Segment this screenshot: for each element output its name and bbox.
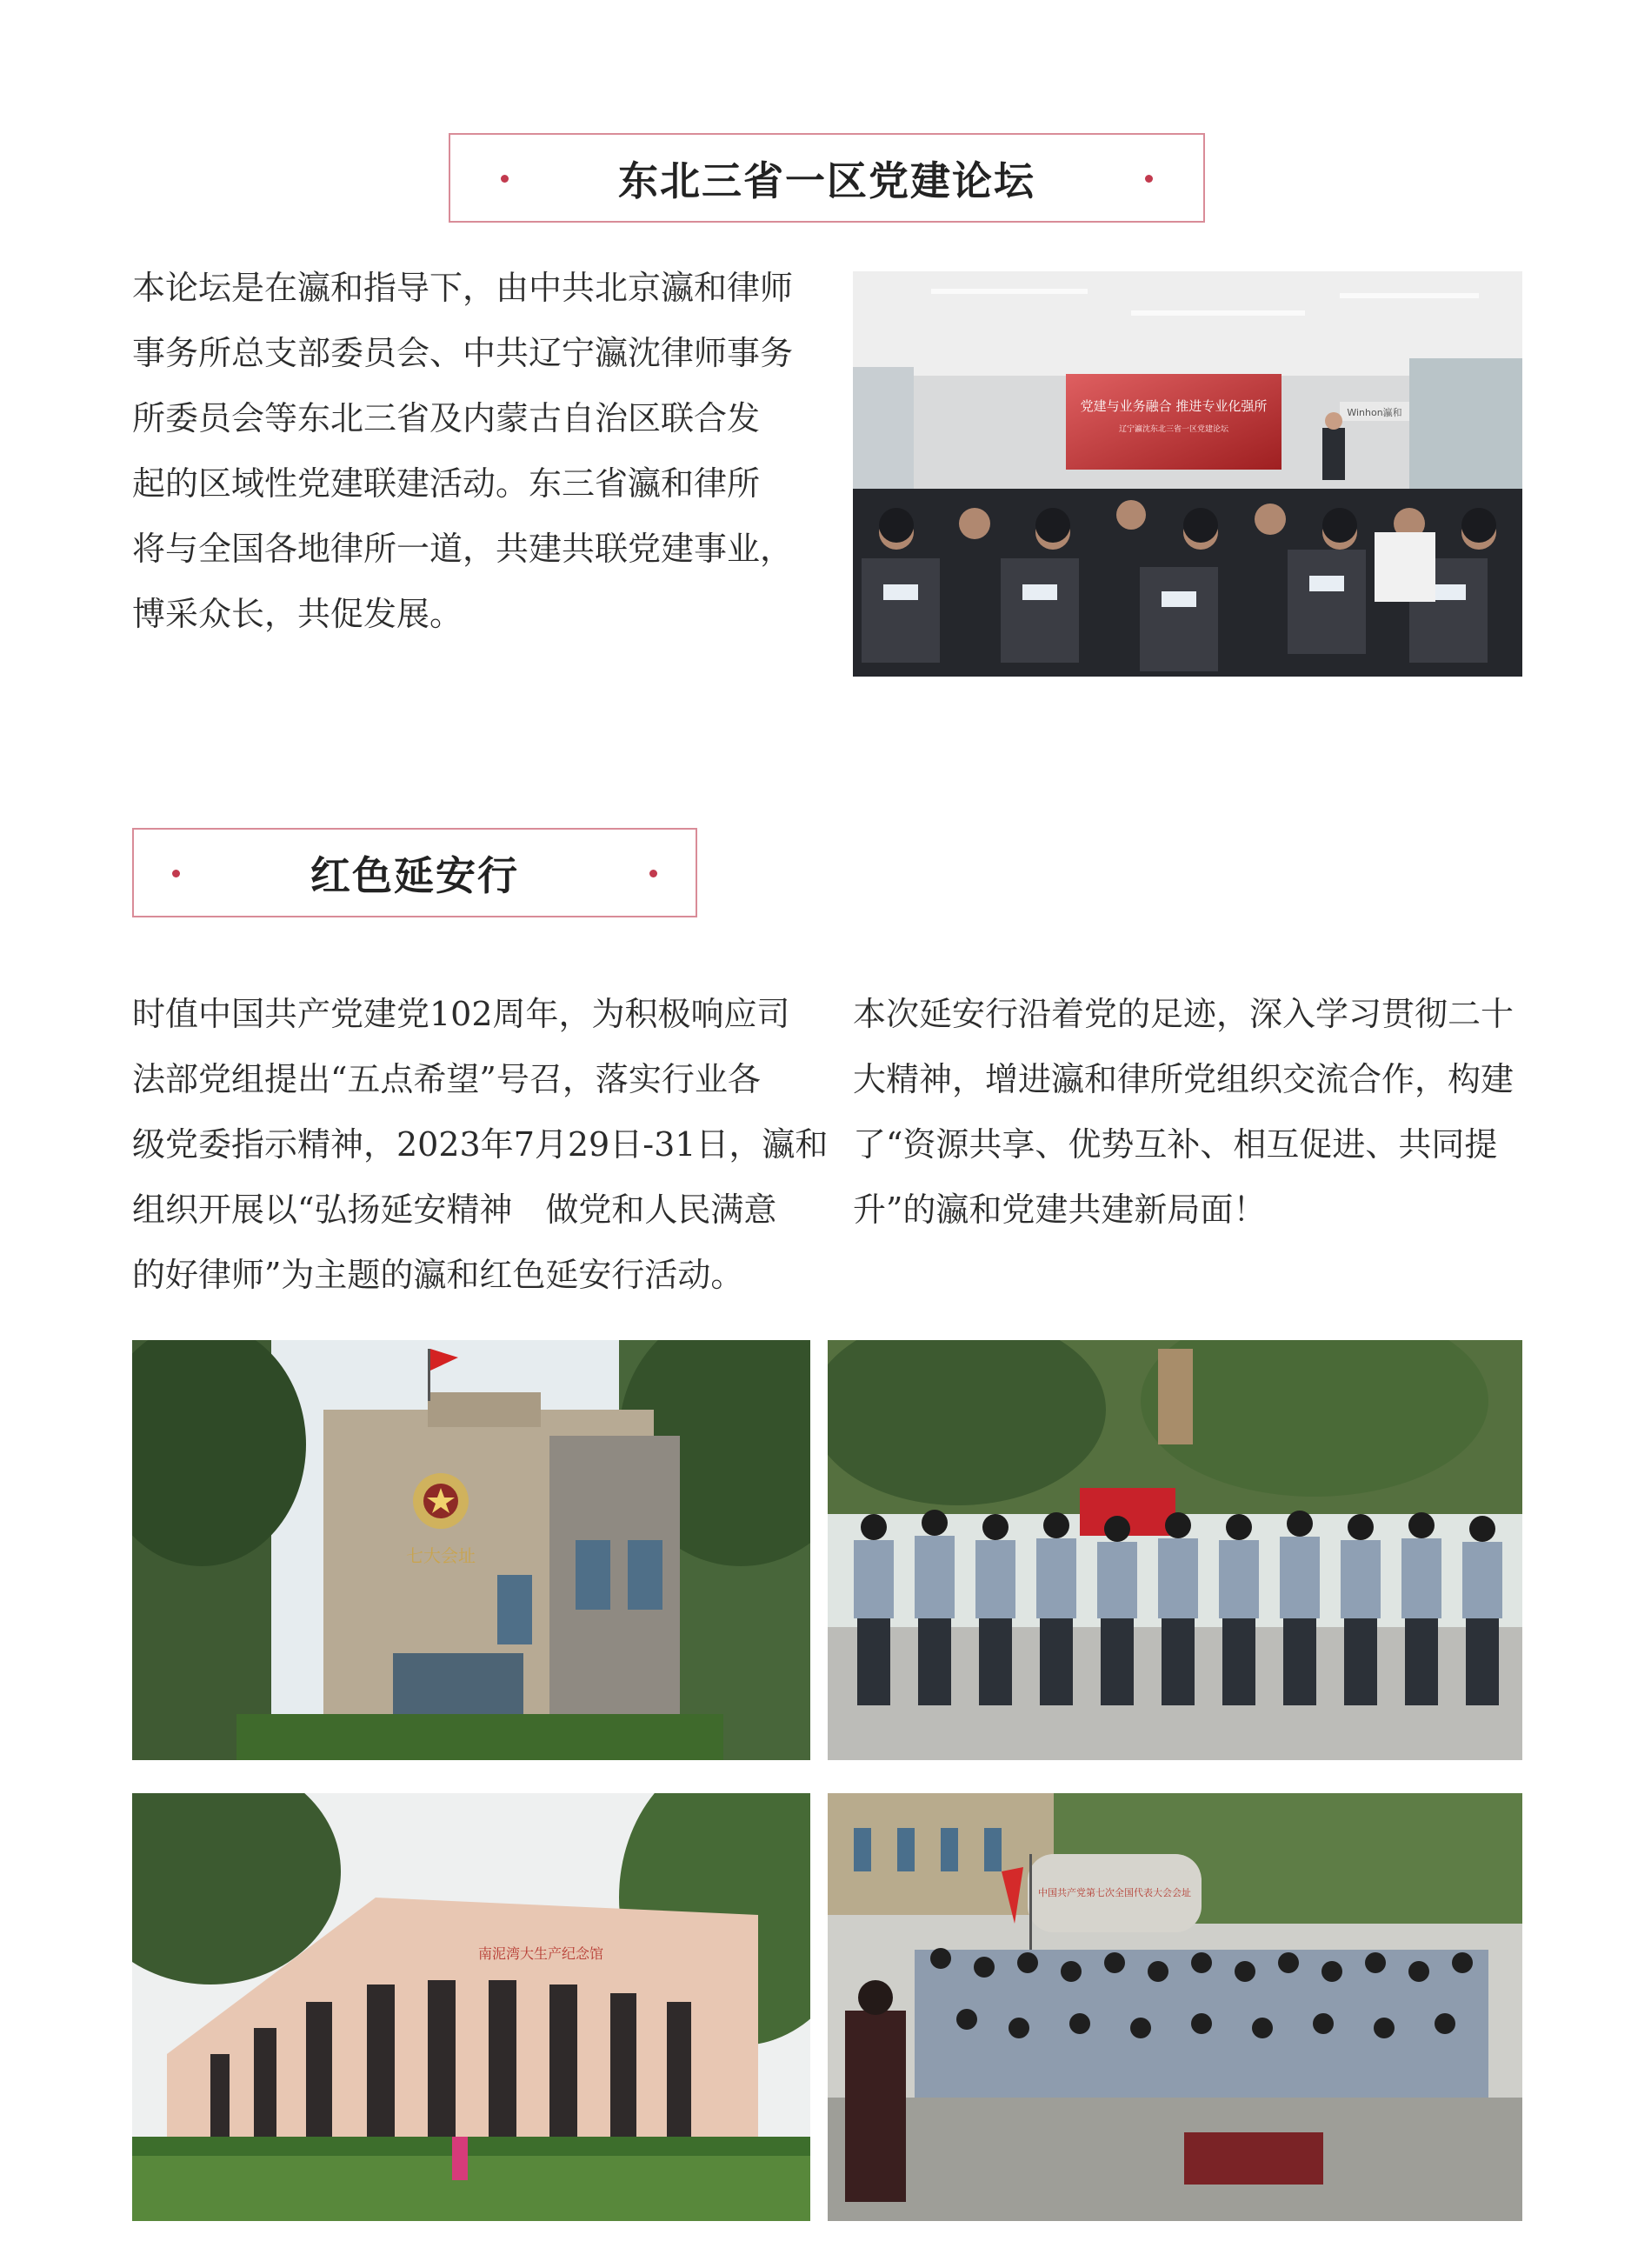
paragraph-line: 时值中国共产党建党102周年，为积极响应司 — [132, 995, 790, 1033]
paragraph-line: 的好律师”为主题的瀛和红色延安行活动。 — [132, 1256, 744, 1294]
paragraph-line: 将与全国各地律所一道，共建共联党建事业， — [132, 530, 794, 568]
paragraph-line: 法部党组提出“五点希望”号召，落实行业各 — [132, 1060, 761, 1098]
stone-inscription: 中国共产党第七次全国代表大会会址 — [1038, 1887, 1191, 1898]
hall-building-photo — [132, 1340, 810, 1760]
section1-title-box — [449, 133, 1205, 223]
paragraph-line: 组织开展以“弘扬延安精神 做党和人民满意 — [132, 1191, 777, 1229]
paragraph-line: 所委员会等东北三省及内蒙古自治区联合发 — [132, 399, 761, 437]
memorial-hall-photo — [132, 1793, 810, 2221]
paragraph-line: 起的区域性党建联建活动。东三省瀛和律所 — [132, 464, 761, 503]
section1-title: 东北三省一区党建论坛 — [618, 157, 1035, 204]
banner-line-2: 辽宁瀛沈东北三省一区党建论坛 — [1118, 425, 1229, 434]
paragraph-line: 本次延安行沿着党的足迹，深入学习贯彻二十 — [853, 995, 1515, 1033]
paragraph-line: 级党委指示精神，2023年7月29日-31日，瀛和 — [132, 1125, 829, 1164]
right-dot-ornament — [1145, 175, 1153, 183]
seated-group-photo — [828, 1793, 1522, 2221]
left-dot-ornament — [172, 870, 180, 877]
memorial-hall-sign: 南泥湾大生产纪念馆 — [477, 1945, 604, 1962]
paragraph-line: 大精神，增进瀛和律所党组织交流合作，构建 — [853, 1060, 1515, 1098]
paragraph-line: 博采众长，共促发展。 — [132, 595, 463, 633]
hall-sign: 七大会址 — [406, 1545, 476, 1566]
oath-group-photo — [828, 1340, 1522, 1760]
section2-right-paragraph — [853, 982, 1540, 1243]
right-dot-ornament — [649, 870, 657, 877]
paragraph-line: 升”的瀛和党建共建新局面！ — [853, 1191, 1267, 1229]
wall-logo: Winhon瀛和 — [1347, 407, 1402, 418]
section2-title-box — [132, 828, 697, 917]
paragraph-line: 事务所总支部委员会、中共辽宁瀛沈律师事务 — [132, 334, 794, 372]
section2-title: 红色延安行 — [310, 851, 519, 899]
left-dot-ornament — [501, 175, 509, 183]
paragraph-line: 了“资源共享、优势互补、相互促进、共同提 — [853, 1125, 1498, 1164]
paragraph-line: 本论坛是在瀛和指导下，由中共北京瀛和律师 — [132, 269, 794, 307]
section1-paragraph — [132, 256, 819, 647]
forum-photo — [853, 271, 1522, 677]
banner-line-1: 党建与业务融合 推进专业化强所 — [1080, 398, 1268, 414]
section2-left-paragraph — [132, 982, 829, 1308]
